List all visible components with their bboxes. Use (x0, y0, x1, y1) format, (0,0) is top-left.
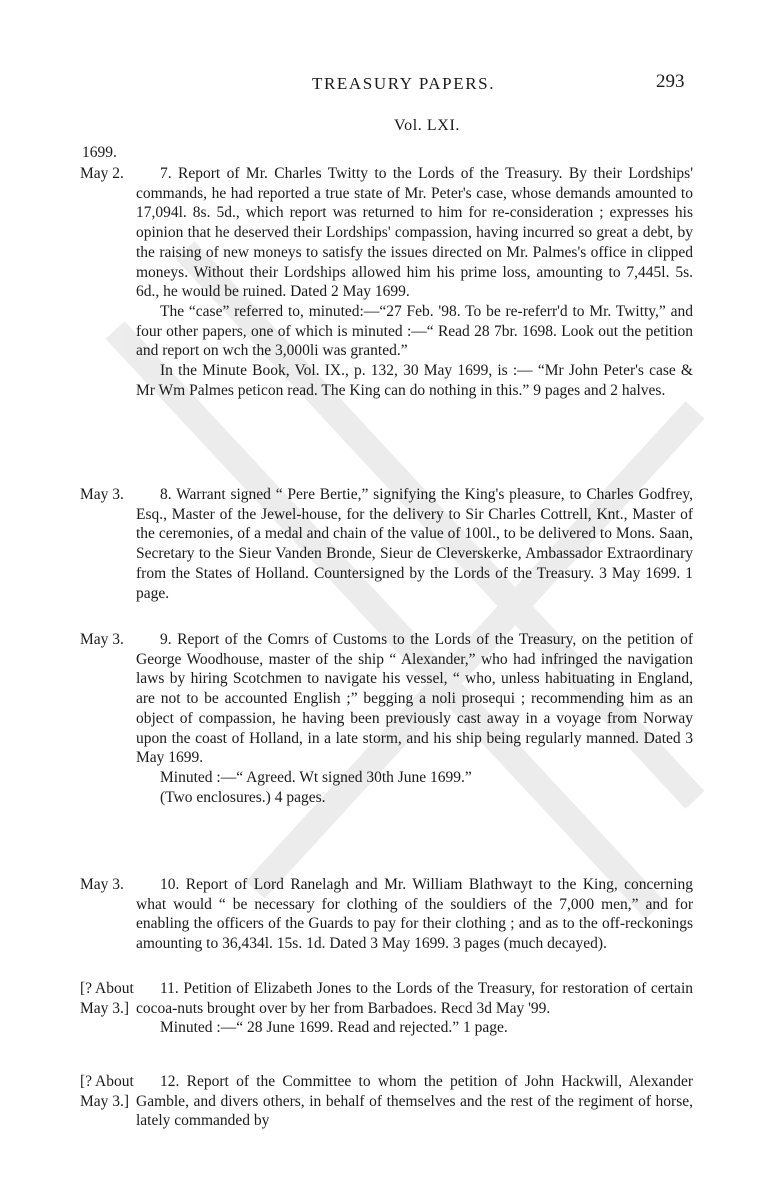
entry-date-line: [? About (80, 980, 134, 997)
entry-body (136, 630, 693, 807)
page-number: 293 (656, 71, 685, 92)
entry-paragraph: Minuted :—“ Agreed. Wt signed 30th June 1699.” (160, 768, 472, 786)
entry-body (136, 164, 693, 400)
entry-date-line: May 3.] (80, 1092, 130, 1110)
entry-paragraph: Minuted :—“ 28 June 1699. Read and rejected.” 1 page. (160, 1019, 508, 1037)
entry-body (136, 979, 693, 1038)
entry-body (136, 485, 693, 603)
entry-date (80, 979, 140, 1018)
entry-paragraph: 9. Report of the Comrs of Customs to the Lords of the Treasury, on the petition of George Woodhouse, master of the ship “ Alexander,” who had infringed the navigation laws by hiring Scotchmen to navigate his vessel, “ who, unless habituating in England, are not to be accounted English ;” begging a noli prosequi ; recommending him as an object of compassion, he having been previously cast away in a voyage from Norway upon the coast of Holland, in a late storm, and his ship being regularly manned. Dated 3 May 1699. (136, 631, 693, 767)
entry-date: May 3. (80, 876, 124, 893)
entry-paragraph: (Two enclosures.) 4 pages. (160, 788, 326, 806)
entry-paragraph: 12. Report of the Committee to whom the petition of John Hackwill, Alexander Gamble, and divers others, in behalf of themselves and the rest of the regiment of horse, lately commanded by (136, 1073, 693, 1130)
margin-year: 1699. (82, 144, 117, 161)
entry-paragraph: 7. Report of Mr. Charles Twitty to the Lords of the Treasury. By their Lordships' commands, he had reported a true state of Mr. Peter's case, whose demands amounted to 17,094l. 8s. 5d., which report was returned to him for re-consideration ; expresses his opinion that he deserved their Lordships' compassion, having incurred so great a debt, by the raising of new moneys to satisfy the issues directed on Mr. Palmes's office in clipped moneys. Without their Lordships allowed him his prime loss, amounting to 7,445l. 5s. 6d., he would be ruined. Dated 2 May 1699. (136, 165, 693, 301)
entry-paragraph: 8. Warrant signed “ Pere Bertie,” signifying the King's pleasure, to Charles Godfrey, Esq., Master of the Jewel-house, for the delivery to Sir Charles Cottrell, Knt., Master of the ceremonies, of a medal and chain of the value of 100l., to be delivered to Mons. Saan, Secretary to the Sieur Vanden Bronde, Sieur de Cleverskerke, Ambassador Extraordinary from the States of Holland. Countersigned by the Lords of the Treasury. 3 May 1699. 1 page. (136, 486, 693, 602)
entry-date (80, 1072, 140, 1111)
entry-date: May 3. (80, 631, 124, 648)
running-head (0, 71, 770, 98)
entry-date: May 3. (80, 486, 124, 503)
entry-body (136, 1072, 693, 1131)
entry-paragraph: 10. Report of Lord Ranelagh and Mr. William Blathwayt to the King, concerning what would “ be necessary for clothing of the souldiers of the 7,000 men,” and for enabling the officers of the Guards to pay for their clothing ; and as to the off-reckonings amounting to 36,434l. 15s. 1d. Dated 3 May 1699. 3 pages (much decayed). (136, 876, 693, 953)
volume-heading: Vol. LXI. (394, 117, 460, 134)
entry-date-line: [? About (80, 1073, 134, 1090)
entry-paragraph: In the Minute Book, Vol. IX., p. 132, 30 May 1699, is :— “Mr John Peter's case & Mr Wm Palmes peticon read. The King can do nothing in this.” 9 pages and 2 halves. (136, 362, 693, 399)
entry-paragraph: The “case” referred to, minuted:—“27 Feb. '98. To be re-referr'd to Mr. Twitty,” and four other papers, one of which is minuted :—“ Read 28 7br. 1698. Look out the petition and report on wch the 3,000li was granted.” (136, 302, 693, 360)
running-title: TREASURY PAPERS. (312, 74, 496, 93)
entry-body (136, 875, 693, 954)
entry-date-line: May 3.] (80, 999, 130, 1017)
entry-date: May 2. (80, 165, 124, 182)
entry-paragraph: 11. Petition of Elizabeth Jones to the Lords of the Treasury, for restoration of certain cocoa-nuts brought over by her from Barbadoes. Recd 3d May '99. (136, 980, 693, 1017)
